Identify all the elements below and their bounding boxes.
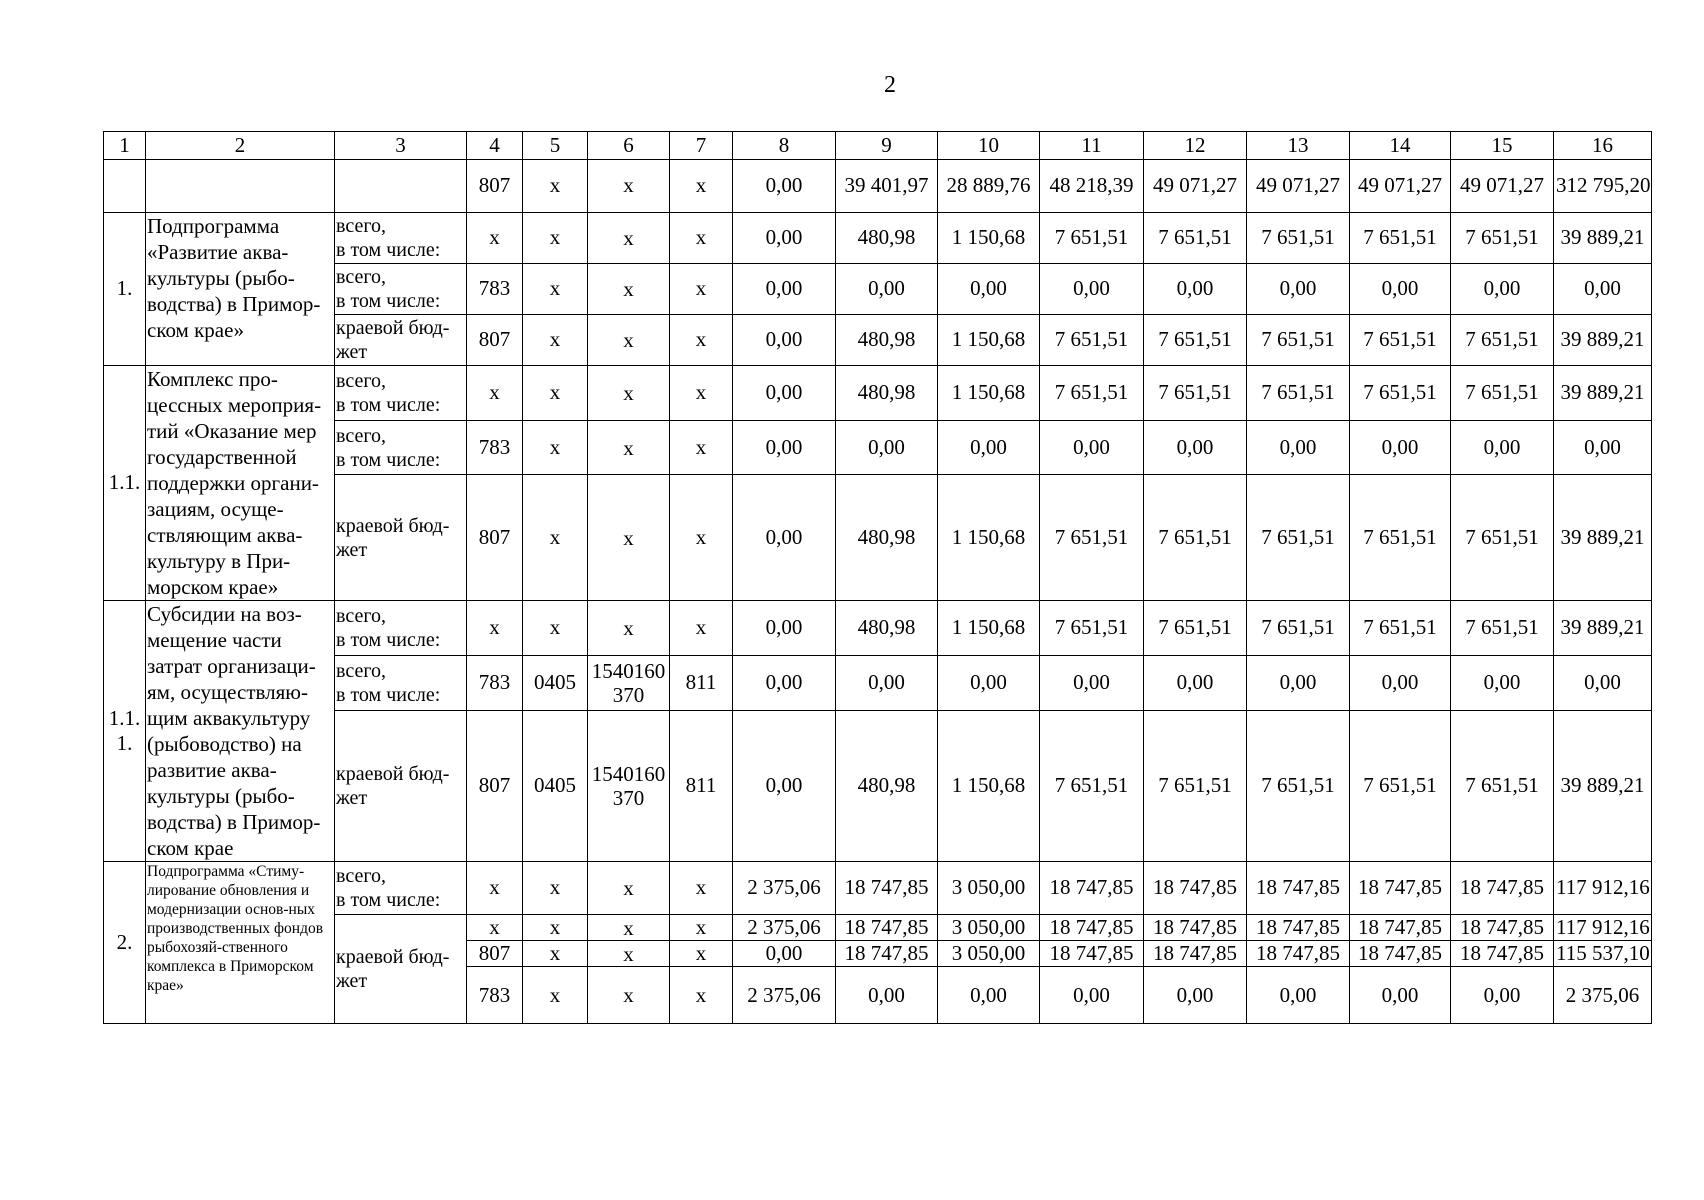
value-cell: 49 071,27 <box>1247 160 1350 213</box>
code-cell: x <box>523 915 588 941</box>
value-cell: 1 150,68 <box>938 366 1040 421</box>
value-cell: 7 651,51 <box>1451 213 1554 264</box>
code-cell: 807 <box>467 160 523 213</box>
value-cell: 0,00 <box>1451 420 1554 475</box>
code-cell: x <box>670 160 733 213</box>
code-cell: x <box>523 315 588 366</box>
value-cell: 0,00 <box>1247 655 1350 710</box>
source-cell: краевой бюд- жет <box>335 315 467 366</box>
code-cell: x <box>467 366 523 421</box>
value-cell: 18 747,85 <box>1350 941 1451 967</box>
value-cell: 0,00 <box>938 264 1040 315</box>
value-cell: 0,00 <box>733 601 836 656</box>
code-cell: x <box>670 941 733 967</box>
code-cell: 783 <box>467 420 523 475</box>
header-cell: 13 <box>1247 132 1350 160</box>
code-cell: x <box>467 601 523 656</box>
code-cell: x <box>670 213 733 264</box>
value-cell: 7 651,51 <box>1040 475 1144 601</box>
code-cell: x <box>588 915 670 941</box>
value-cell: 3 050,00 <box>938 915 1040 941</box>
code-cell: x <box>670 475 733 601</box>
value-cell: 2 375,06 <box>733 967 836 1024</box>
source-cell: всего, в том числе: <box>335 366 467 421</box>
table-row <box>104 862 1652 915</box>
value-cell: 1 150,68 <box>938 601 1040 656</box>
value-cell: 7 651,51 <box>1247 366 1350 421</box>
header-cell: 11 <box>1040 132 1144 160</box>
value-cell: 0,00 <box>1144 967 1247 1024</box>
value-cell: 49 071,27 <box>1350 160 1451 213</box>
table-row <box>104 710 1652 861</box>
code-cell: x <box>670 366 733 421</box>
value-cell: 0,00 <box>1247 420 1350 475</box>
value-cell: 7 651,51 <box>1451 315 1554 366</box>
value-cell: 7 651,51 <box>1451 366 1554 421</box>
value-cell: 480,98 <box>836 710 938 861</box>
code-cell: 0405 <box>523 655 588 710</box>
table-row <box>104 420 1652 475</box>
value-cell: 39 889,21 <box>1554 601 1652 656</box>
value-cell: 7 651,51 <box>1350 366 1451 421</box>
code-cell: 783 <box>467 264 523 315</box>
value-cell: 0,00 <box>1451 264 1554 315</box>
header-cell: 5 <box>523 132 588 160</box>
value-cell: 0,00 <box>938 420 1040 475</box>
value-cell: 0,00 <box>733 264 836 315</box>
value-cell: 0,00 <box>1350 967 1451 1024</box>
code-cell: 811 <box>670 710 733 861</box>
value-cell: 7 651,51 <box>1040 366 1144 421</box>
code-cell: 811 <box>670 655 733 710</box>
source-cell: краевой бюд- жет <box>335 915 467 1024</box>
value-cell: 0,00 <box>733 420 836 475</box>
value-cell: 48 218,39 <box>1040 160 1144 213</box>
code-cell: x <box>467 213 523 264</box>
value-cell: 7 651,51 <box>1040 213 1144 264</box>
value-cell: 18 747,85 <box>1350 862 1451 915</box>
value-cell: 480,98 <box>836 475 938 601</box>
value-cell: 1 150,68 <box>938 710 1040 861</box>
header-cell: 3 <box>335 132 467 160</box>
code-cell: x <box>588 967 670 1024</box>
code-cell: x <box>588 366 670 421</box>
value-cell: 7 651,51 <box>1247 475 1350 601</box>
source-cell: всего, в том числе: <box>335 601 467 656</box>
code-cell: x <box>588 475 670 601</box>
code-cell: x <box>523 967 588 1024</box>
value-cell: 3 050,00 <box>938 941 1040 967</box>
value-cell: 0,00 <box>836 420 938 475</box>
header-cell: 6 <box>588 132 670 160</box>
value-cell: 0,00 <box>1554 655 1652 710</box>
section-name: Подпрограмма «Стиму-лирование обновления и модернизации основ-ных производственных фондов рыбохозяй-ственного комплекса в Приморском крае» <box>146 862 335 1024</box>
value-cell: 18 747,85 <box>1247 862 1350 915</box>
code-cell: 783 <box>467 655 523 710</box>
index-cell <box>104 160 146 213</box>
code-cell: x <box>588 601 670 656</box>
header-cell: 9 <box>836 132 938 160</box>
value-cell: 18 747,85 <box>1040 941 1144 967</box>
value-cell: 39 889,21 <box>1554 710 1652 861</box>
header-cell: 10 <box>938 132 1040 160</box>
value-cell: 1 150,68 <box>938 213 1040 264</box>
value-cell: 480,98 <box>836 315 938 366</box>
name-cell <box>146 160 335 213</box>
value-cell: 117 912,16 <box>1554 862 1652 915</box>
code-cell: x <box>670 420 733 475</box>
value-cell: 0,00 <box>938 655 1040 710</box>
source-cell <box>335 160 467 213</box>
value-cell: 49 071,27 <box>1451 160 1554 213</box>
value-cell: 7 651,51 <box>1451 475 1554 601</box>
value-cell: 0,00 <box>1451 967 1554 1024</box>
source-cell: всего, в том числе: <box>335 213 467 264</box>
code-cell: x <box>523 366 588 421</box>
value-cell: 7 651,51 <box>1144 601 1247 656</box>
header-cell: 15 <box>1451 132 1554 160</box>
header-cell: 7 <box>670 132 733 160</box>
value-cell: 2 375,06 <box>1554 967 1652 1024</box>
value-cell: 7 651,51 <box>1247 710 1350 861</box>
value-cell: 7 651,51 <box>1247 315 1350 366</box>
code-cell: x <box>588 315 670 366</box>
value-cell: 39 889,21 <box>1554 475 1652 601</box>
code-cell: x <box>523 264 588 315</box>
value-cell: 39 889,21 <box>1554 366 1652 421</box>
value-cell: 18 747,85 <box>1247 915 1350 941</box>
section-name: Субсидии на воз-мещение части затрат организаци-ям, осуществляю-щим аквакультуру (рыбоводство) на развитие аква-культуры (рыбо-водства) в Примор-ском крае <box>146 601 335 862</box>
code-cell: 807 <box>467 941 523 967</box>
section-index: 1.1. <box>104 366 146 601</box>
value-cell: 18 747,85 <box>1144 941 1247 967</box>
code-cell: x <box>467 915 523 941</box>
value-cell: 39 889,21 <box>1554 213 1652 264</box>
value-cell: 0,00 <box>733 366 836 421</box>
value-cell: 7 651,51 <box>1144 475 1247 601</box>
source-cell: всего, в том числе: <box>335 264 467 315</box>
value-cell: 7 651,51 <box>1144 213 1247 264</box>
value-cell: 0,00 <box>836 655 938 710</box>
code-cell: 1540160 370 <box>588 655 670 710</box>
value-cell: 0,00 <box>1247 264 1350 315</box>
value-cell: 0,00 <box>1554 420 1652 475</box>
section-name: Комплекс про-цессных мероприя-тий «Оказание мер государственной поддержки органи-зациям, осуще-ствляющим аква-культуру в При-морском крае» <box>146 366 335 601</box>
source-cell: краевой бюд- жет <box>335 475 467 601</box>
source-cell: всего, в том числе: <box>335 655 467 710</box>
value-cell: 0,00 <box>733 941 836 967</box>
code-cell: x <box>523 862 588 915</box>
value-cell: 39 889,21 <box>1554 315 1652 366</box>
value-cell: 18 747,85 <box>1451 941 1554 967</box>
value-cell: 49 071,27 <box>1144 160 1247 213</box>
value-cell: 312 795,20 <box>1554 160 1652 213</box>
value-cell: 0,00 <box>1144 264 1247 315</box>
source-cell: всего, в том числе: <box>335 420 467 475</box>
value-cell: 18 747,85 <box>1144 862 1247 915</box>
value-cell: 0,00 <box>1451 655 1554 710</box>
header-cell: 16 <box>1554 132 1652 160</box>
code-cell: x <box>670 264 733 315</box>
code-cell: 783 <box>467 967 523 1024</box>
value-cell: 7 651,51 <box>1350 601 1451 656</box>
code-cell: x <box>523 420 588 475</box>
value-cell: 2 375,06 <box>733 915 836 941</box>
table-row <box>104 160 1652 213</box>
table-row <box>104 264 1652 315</box>
value-cell: 7 651,51 <box>1451 601 1554 656</box>
code-cell: x <box>523 213 588 264</box>
value-cell: 0,00 <box>836 967 938 1024</box>
value-cell: 0,00 <box>1144 655 1247 710</box>
value-cell: 0,00 <box>1350 264 1451 315</box>
table-row <box>104 601 1652 656</box>
header-cell: 2 <box>146 132 335 160</box>
header-row <box>104 132 1652 160</box>
value-cell: 18 747,85 <box>1144 915 1247 941</box>
table-row <box>104 315 1652 366</box>
code-cell: 0405 <box>523 710 588 861</box>
value-cell: 0,00 <box>1247 967 1350 1024</box>
value-cell: 7 651,51 <box>1350 710 1451 861</box>
value-cell: 18 747,85 <box>1040 862 1144 915</box>
section-index: 1. <box>104 213 146 366</box>
header-cell: 14 <box>1350 132 1451 160</box>
value-cell: 7 651,51 <box>1144 366 1247 421</box>
value-cell: 0,00 <box>1040 420 1144 475</box>
code-cell: x <box>670 315 733 366</box>
value-cell: 18 747,85 <box>836 915 938 941</box>
code-cell: 1540160 370 <box>588 710 670 861</box>
code-cell: x <box>523 941 588 967</box>
value-cell: 7 651,51 <box>1350 213 1451 264</box>
value-cell: 480,98 <box>836 601 938 656</box>
value-cell: 28 889,76 <box>938 160 1040 213</box>
value-cell: 0,00 <box>733 710 836 861</box>
header-cell: 1 <box>104 132 146 160</box>
code-cell: 807 <box>467 315 523 366</box>
value-cell: 115 537,10 <box>1554 941 1652 967</box>
code-cell: x <box>588 160 670 213</box>
code-cell: 807 <box>467 475 523 601</box>
value-cell: 39 401,97 <box>836 160 938 213</box>
value-cell: 7 651,51 <box>1350 475 1451 601</box>
table-row <box>104 213 1652 264</box>
value-cell: 3 050,00 <box>938 862 1040 915</box>
value-cell: 18 747,85 <box>1247 941 1350 967</box>
code-cell: x <box>670 601 733 656</box>
table-row <box>104 915 1652 941</box>
value-cell: 7 651,51 <box>1247 601 1350 656</box>
code-cell: x <box>588 862 670 915</box>
value-cell: 117 912,16 <box>1554 915 1652 941</box>
value-cell: 7 651,51 <box>1040 710 1144 861</box>
value-cell: 0,00 <box>1350 420 1451 475</box>
value-cell: 0,00 <box>1144 420 1247 475</box>
value-cell: 7 651,51 <box>1040 601 1144 656</box>
value-cell: 0,00 <box>938 967 1040 1024</box>
code-cell: x <box>588 420 670 475</box>
code-cell: x <box>670 967 733 1024</box>
value-cell: 7 651,51 <box>1144 315 1247 366</box>
value-cell: 0,00 <box>1040 264 1144 315</box>
value-cell: 18 747,85 <box>836 941 938 967</box>
code-cell: x <box>523 160 588 213</box>
header-cell: 4 <box>467 132 523 160</box>
value-cell: 0,00 <box>733 475 836 601</box>
code-cell: x <box>467 862 523 915</box>
source-cell: всего, в том числе: <box>335 862 467 915</box>
value-cell: 0,00 <box>836 264 938 315</box>
table-row <box>104 475 1652 601</box>
value-cell: 0,00 <box>1040 967 1144 1024</box>
header-cell: 12 <box>1144 132 1247 160</box>
source-cell: краевой бюд- жет <box>335 710 467 861</box>
code-cell: x <box>523 601 588 656</box>
code-cell: x <box>588 213 670 264</box>
code-cell: x <box>670 915 733 941</box>
value-cell: 7 651,51 <box>1350 315 1451 366</box>
value-cell: 0,00 <box>733 655 836 710</box>
value-cell: 7 651,51 <box>1040 315 1144 366</box>
table-row <box>104 655 1652 710</box>
code-cell: x <box>588 941 670 967</box>
value-cell: 18 747,85 <box>1451 915 1554 941</box>
code-cell: 807 <box>467 710 523 861</box>
value-cell: 7 651,51 <box>1451 710 1554 861</box>
value-cell: 0,00 <box>733 160 836 213</box>
budget-table <box>103 131 1652 1024</box>
page-number: 2 <box>884 72 896 98</box>
value-cell: 1 150,68 <box>938 475 1040 601</box>
code-cell: x <box>588 264 670 315</box>
code-cell: x <box>670 862 733 915</box>
table-row <box>104 366 1652 421</box>
header-cell: 8 <box>733 132 836 160</box>
value-cell: 0,00 <box>1350 655 1451 710</box>
value-cell: 18 747,85 <box>1451 862 1554 915</box>
value-cell: 0,00 <box>733 315 836 366</box>
code-cell: x <box>523 475 588 601</box>
section-index: 1.1. 1. <box>104 601 146 862</box>
value-cell: 7 651,51 <box>1144 710 1247 861</box>
value-cell: 18 747,85 <box>1040 915 1144 941</box>
value-cell: 480,98 <box>836 366 938 421</box>
value-cell: 480,98 <box>836 213 938 264</box>
value-cell: 0,00 <box>1554 264 1652 315</box>
section-name: Подпрограмма «Развитие аква-культуры (рыбо-водства) в Примор-ском крае» <box>146 213 335 366</box>
value-cell: 0,00 <box>1040 655 1144 710</box>
value-cell: 1 150,68 <box>938 315 1040 366</box>
value-cell: 7 651,51 <box>1247 213 1350 264</box>
value-cell: 18 747,85 <box>836 862 938 915</box>
section-index: 2. <box>104 862 146 1024</box>
value-cell: 0,00 <box>733 213 836 264</box>
value-cell: 2 375,06 <box>733 862 836 915</box>
value-cell: 18 747,85 <box>1350 915 1451 941</box>
